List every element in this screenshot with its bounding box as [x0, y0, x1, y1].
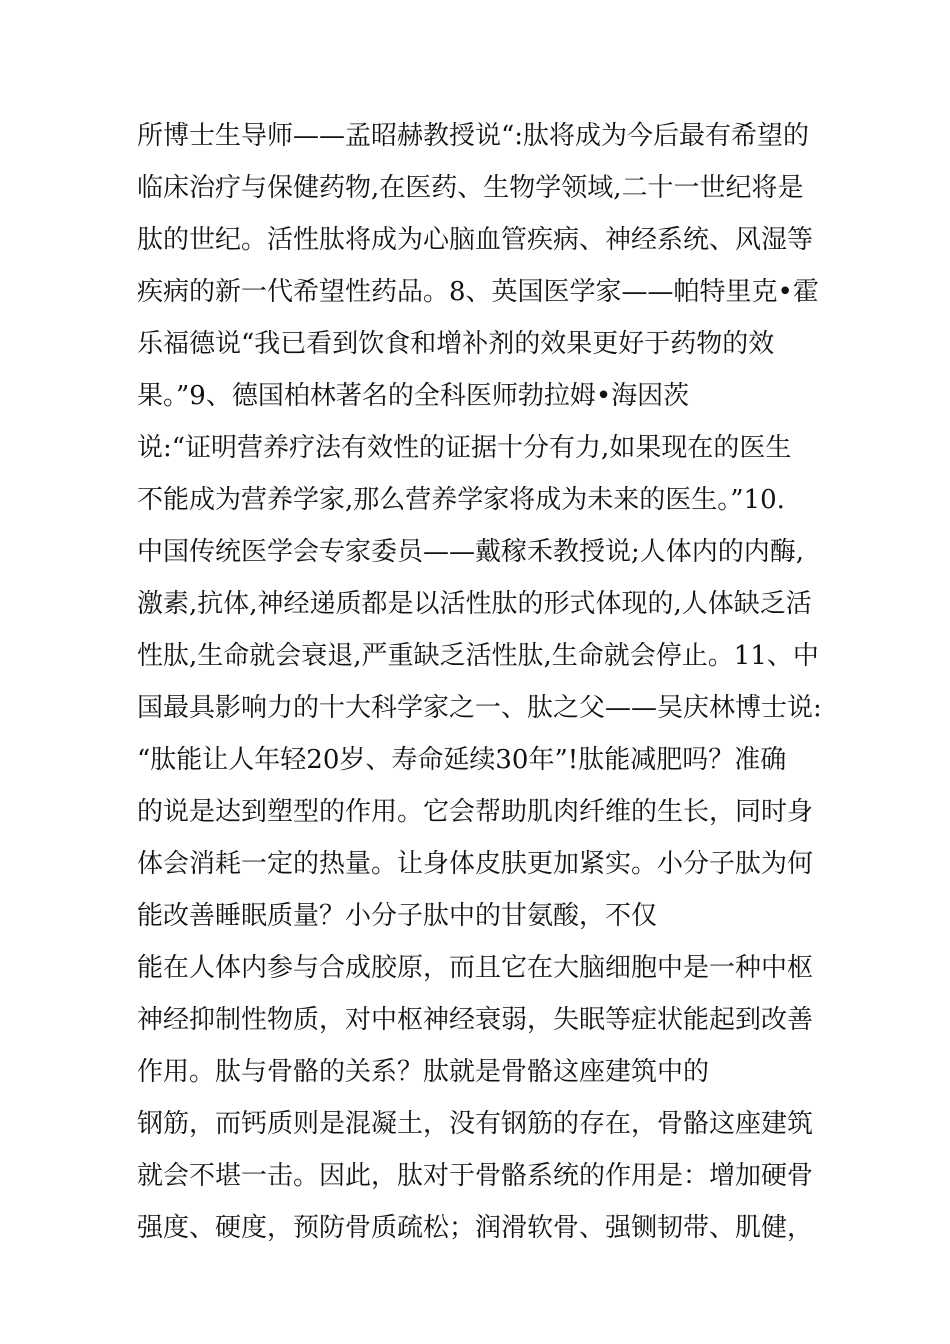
text-line: 疾病的新一代希望性药品。8、英国医学家——帕特里克•霍 — [137, 277, 819, 307]
text-line: 中国传统医学会专家委员——戴稼禾教授说;人体内的内酶, — [137, 537, 805, 567]
text-line: 乐福德说“我已看到饮食和增补剂的效果更好于药物的效 — [137, 329, 775, 359]
text-line: 果。”9、德国柏林著名的全科医师勃拉姆•海因茨 — [137, 381, 690, 411]
text-line: 说:“证明营养疗法有效性的证据十分有力,如果现在的医生 — [137, 433, 792, 463]
text-line: 神经抑制性物质，对中枢神经衰弱，失眠等症状能起到改善 — [137, 1005, 814, 1035]
text-line: 不能成为营养学家,那么营养学家将成为未来的医生。”10. — [137, 485, 785, 515]
text-line: 体会消耗一定的热量。让身体皮肤更加紧实。小分子肽为何 — [137, 849, 814, 879]
text-line: 性肽,生命就会衰退,严重缺乏活性肽,生命就会停止。11、中 — [137, 641, 819, 671]
text-line: 作用。肽与骨骼的关系？肽就是骨骼这座建筑中的 — [137, 1057, 710, 1087]
text-line: 的说是达到塑型的作用。它会帮助肌肉纤维的生长，同时身 — [137, 797, 814, 827]
text-line: 临床治疗与保健药物,在医药、生物学领域,二十一世纪将是 — [137, 173, 804, 203]
text-line: 强度、硬度，预防骨质疏松；润滑软骨、强铡韧带、肌健， — [137, 1213, 814, 1243]
text-line: 能在人体内参与合成胶原，而且它在大脑细胞中是一种中枢 — [137, 953, 814, 983]
text-line: 激素,抗体,神经递质都是以活性肽的形式体现的,人体缺乏活 — [137, 589, 812, 619]
text-line: 国最具影响力的十大科学家之一、肽之父——吴庆林博士说: — [137, 693, 822, 723]
text-line: 就会不堪一击。因此，肽对于骨骼系统的作用是：增加硬骨 — [137, 1161, 814, 1191]
text-line: 肽的世纪。活性肽将成为心脑血管疾病、神经系统、风湿等 — [137, 225, 814, 255]
text-line: 能改善睡眠质量？小分子肽中的甘氨酸，不仅 — [137, 901, 658, 931]
text-line: 钢筋，而钙质则是混凝土，没有钢筋的存在，骨骼这座建筑 — [137, 1109, 814, 1139]
body-text — [137, 110, 827, 1254]
text-line: “肽能让人年轻20岁、寿命延续30年”!肽能减肥吗？准确 — [137, 745, 787, 775]
text-line: 所博士生导师——孟昭赫教授说“:肽将成为今后最有希望的 — [137, 121, 810, 151]
